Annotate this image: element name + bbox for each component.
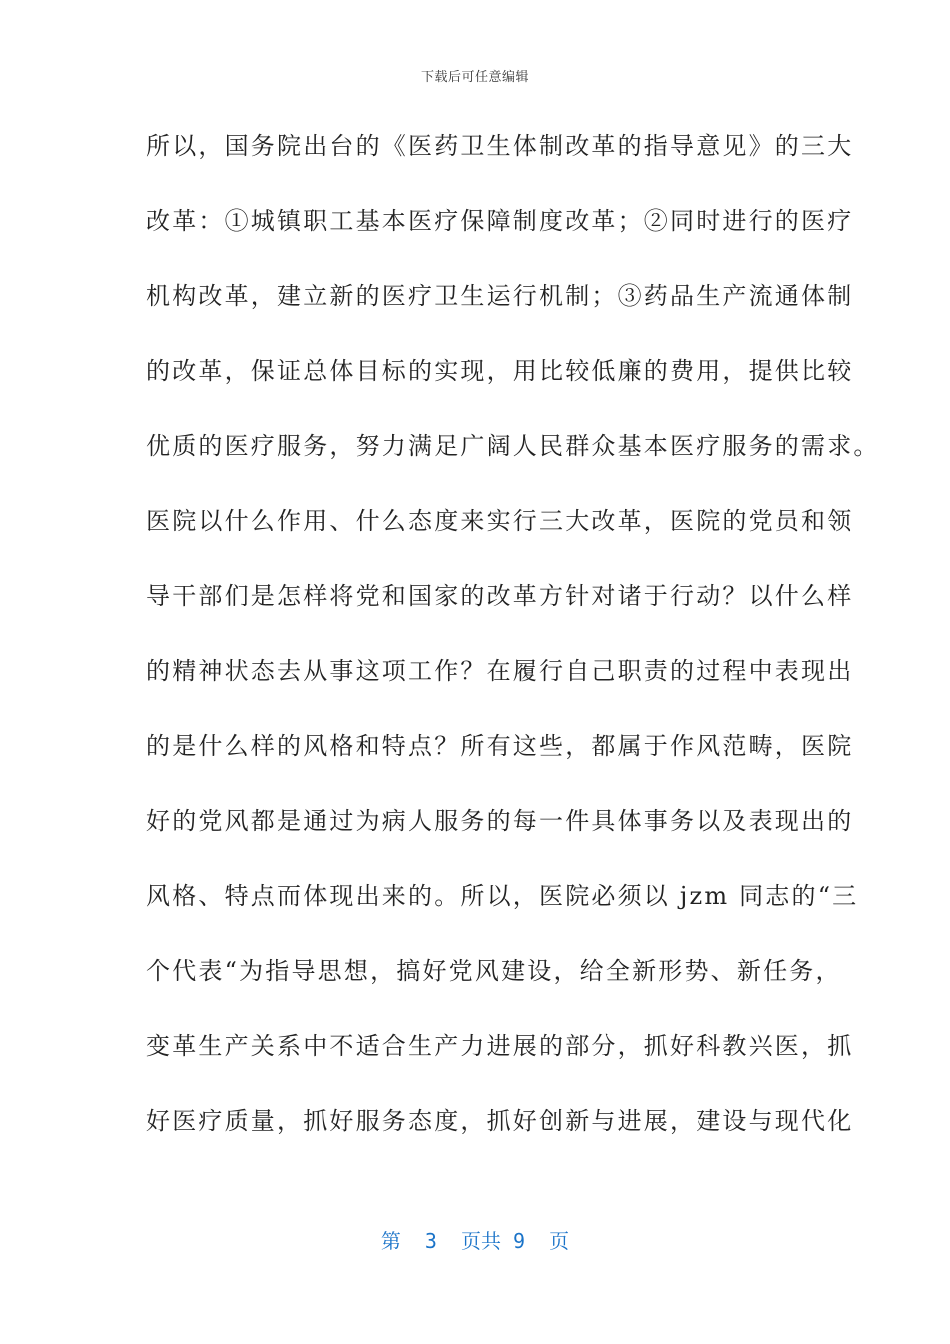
body-line: 风格、特点而体现出来的。所以，医院必须以 jzm 同志的“三 [146,882,859,910]
body-line: 所以，国务院出台的《医药卫生体制改革的指导意见》的三大 [146,132,854,160]
body-line: 机构改革，建立新的医疗卫生运行机制；③药品生产流通体制 [146,282,854,310]
document-body [146,124,880,1174]
page-header: 下载后可任意编辑 [420,70,529,85]
body-line: 好的党风都是通过为病人服务的每一件具体事务以及表现出的 [146,807,854,835]
body-line: 的是什么样的风格和特点？所有这些，都属于作风范畴，医院 [146,732,854,760]
body-line: 导干部们是怎样将党和国家的改革方针对诸于行动？以什么样 [146,582,854,610]
body-line: 好医疗质量，抓好服务态度，抓好创新与进展，建设与现代化 [146,1107,854,1135]
body-line: 的改革，保证总体目标的实现，用比较低廉的费用，提供比较 [146,357,854,385]
body-line: 改革：①城镇职工基本医疗保障制度改革；②同时进行的医疗 [146,207,854,235]
page-number-footer: 第 3 页共 9 页 [380,1229,570,1253]
body-line: 变革生产关系中不适合生产力进展的部分，抓好科教兴医，抓 [146,1032,854,1060]
body-line: 优质的医疗服务，努力满足广阔人民群众基本医疗服务的需求。 [146,432,880,460]
body-line: 个代表“为指导思想，搞好党风建设，给全新形势、新任务， [146,957,842,985]
body-line: 医院以什么作用、什么态度来实行三大改革，医院的党员和领 [146,507,854,535]
body-line: 的精神状态去从事这项工作？在履行自己职责的过程中表现出 [146,657,854,685]
